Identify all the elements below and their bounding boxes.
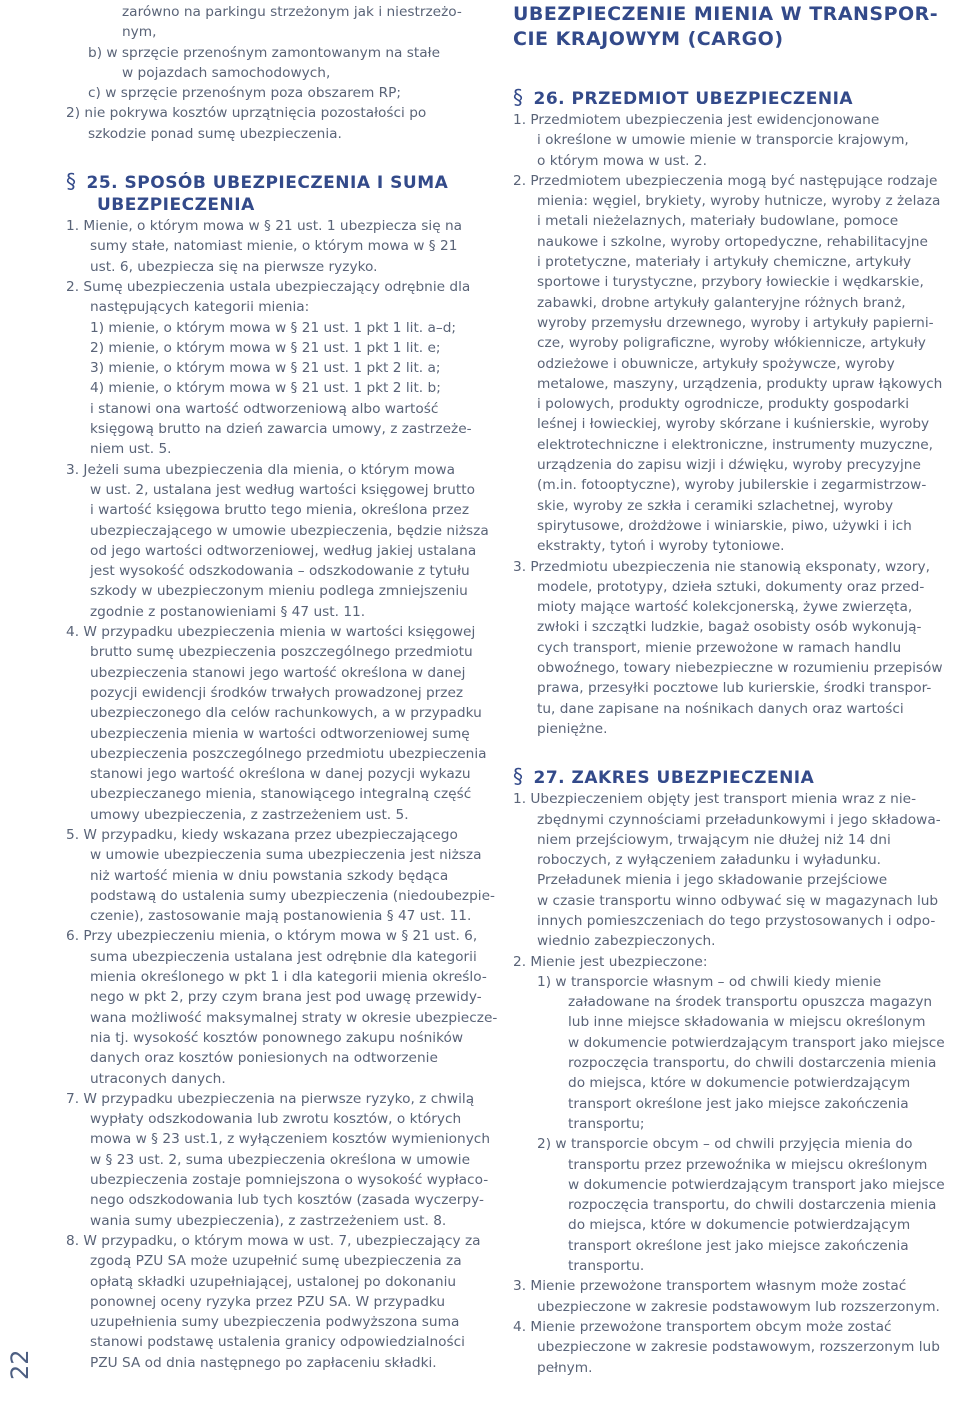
text-line: 1. Przedmiotem ubezpieczenia jest ewidencjonowane xyxy=(513,112,880,128)
text-line: 1) w transporcie własnym – od chwili kiedy mienie xyxy=(537,973,882,990)
text-line: roboczych, z wyłączeniem załadunku i wyładunku. xyxy=(537,852,882,869)
text-line: rozpoczęcia transportu, do chwili dostarczenia mienia xyxy=(568,1055,937,1072)
text-line: elektrotechniczne i elektroniczne, instrumenty muzyczne, xyxy=(537,436,934,453)
text-line: wana możliwość maksymalnej straty w okresie ubezpiecze- xyxy=(90,1009,498,1026)
text-line: rozpoczęcia transportu, do chwili dostarczenia mienia xyxy=(568,1197,937,1214)
text-line: transport określone jest jako miejsce zakończenia xyxy=(568,1237,909,1254)
text-line: mienia określonego w pkt 1 i dla kategorii mienia określo- xyxy=(90,969,487,986)
text-line: w dokumencie potwierdzającym transport jako miejsce xyxy=(568,1034,945,1051)
text-line: wiednio zabezpieczonych. xyxy=(537,933,716,950)
text-line: 2) w transporcie obcym – od chwili przyjęcia mienia do xyxy=(537,1136,913,1153)
text-line: wania sumy ubezpieczenia), z zastrzeżeniem ust. 8. xyxy=(90,1212,447,1229)
text-line: i protetyczne, materiały i artykuły chemiczne, artykuły xyxy=(537,254,912,271)
text-line: utraconych danych. xyxy=(90,1070,226,1087)
text-line: szkody w ubezpieczonym mieniu podlega zmniejszeniu xyxy=(90,583,468,600)
text-line: nym, xyxy=(122,24,157,41)
text-line: sumy stałe, natomiast mienie, o którym mowa w § 21 xyxy=(90,238,458,255)
text-line: prawa, przesyłki pocztowe lub kurierskie, środki transpor- xyxy=(537,680,932,697)
text-line: cych transport, mienie przewożone w ramach handlu xyxy=(537,639,902,656)
text-line: podstawą do ustalenia sumy ubezpieczenia (niedoubezpie- xyxy=(90,887,495,904)
text-line: umowy ubezpieczenia, z zastrzeżeniem ust. 5. xyxy=(90,806,409,823)
text-line: innych pomieszczeniach do tego przystosowanych i odpo- xyxy=(537,912,936,929)
text-line: ubezpieczenia poszczególnego przedmiotu ubezpieczenia xyxy=(90,745,487,762)
text-line: 2. Mienie jest ubezpieczone: xyxy=(513,953,708,970)
text-line: skie, wyroby ze szkła i ceramiki szlachetnej, wyroby xyxy=(537,497,894,514)
text-line: i metali nieżelaznych, materiały budowlane, pomoce xyxy=(537,213,899,230)
text-line: 1. Mienie, o którym mowa w § 21 ust. 1 ubezpiecza się na xyxy=(66,218,463,235)
text-line: b) w sprzęcie przenośnym zamontowanym na stałe xyxy=(88,44,440,61)
section-heading: UBEZPIECZENIA xyxy=(97,195,255,216)
spacer xyxy=(513,739,956,761)
text-line: 2. Przedmiotem ubezpieczenia mogą być następujące rodzaje xyxy=(513,172,938,189)
text-line: 8. W przypadku, o którym mowa w ust. 7, ubezpieczający za xyxy=(66,1232,481,1249)
text-line: (m.in. fotooptyczne), wyroby jubilerskie i zegarmistrzow- xyxy=(537,477,927,494)
text-line: i polowych, produkty ogrodnicze, produkty gospodarki xyxy=(537,396,910,413)
section-sign-icon: § xyxy=(513,764,524,789)
text-line: 2) nie pokrywa kosztów uprzątnięcia pozostałości po xyxy=(66,105,427,122)
text-line: 3) mienie, o którym mowa w § 21 ust. 1 pkt 2 lit. a; xyxy=(90,360,441,377)
text-line: zbędnymi czynnościami przeładunkowymi i jego składowa- xyxy=(537,811,941,828)
text-line: transportu przez przewoźnika w miejscu określonym xyxy=(568,1156,928,1173)
text-line: danych oraz kosztów poniesionych na odtworzenie xyxy=(90,1050,438,1067)
text-line: cze, wyroby poligraficzne, wyroby włókiennicze, artykuły xyxy=(537,335,926,352)
text-line: ubezpieczenia mienia w wartości odtworzeniowej sumę xyxy=(90,725,470,742)
text-line: 4. W przypadku ubezpieczenia mienia w wartości księgowej xyxy=(66,624,476,641)
text-line: w dokumencie potwierdzającym transport jako miejsce xyxy=(568,1176,945,1193)
text-line: ekstrakty, tytoń i wyroby tytoniowe. xyxy=(537,538,785,555)
section-title: UBEZPIECZENIE MIENIA W TRANSPOR- xyxy=(513,3,939,25)
text-line: obwoźnego, towary niebezpieczne w rozumieniu przepisów xyxy=(537,660,943,677)
text-line: i określone w umowie mienie w transporcie krajowym, xyxy=(537,132,909,149)
text-line: mioty mające wartość kolekcjonerską, żywe zwierzęta, xyxy=(537,599,913,616)
text-line: zabawki, drobne artykuły galanteryjne różnych branż, xyxy=(537,294,906,311)
text-line: 7. W przypadku ubezpieczenia na pierwsze ryzyko, z chwilą xyxy=(66,1090,475,1107)
text-line: ubezpieczenia stanowi jego wartość określona w danej xyxy=(90,664,466,681)
text-line: 6. Przy ubezpieczeniu mienia, o którym mowa w § 21 ust. 6, xyxy=(66,928,478,945)
text-line: pozycji ewidencji środków trwałych prowadzonej przez xyxy=(90,684,464,701)
text-line: ponownej oceny ryzyka przez PZU SA. W przypadku xyxy=(90,1293,446,1310)
text-line: lub inne miejsce składowania w miejscu określonym xyxy=(568,1014,926,1031)
text-line: mienia: węgiel, brykiety, wyroby hutnicze, wyroby z żelaza xyxy=(537,193,941,210)
text-line: modele, prototypy, dzieła sztuki, dokumenty oraz przed- xyxy=(537,578,925,595)
text-line: tu, dane zapisane na nośnikach danych oraz wartości xyxy=(537,700,904,717)
text-line: wypłaty odszkodowania lub zwrotu kosztów, o których xyxy=(90,1111,462,1128)
text-line: 3. Jeżeli suma ubezpieczenia dla mienia, o którym mowa xyxy=(66,461,455,478)
text-line: od jego wartości odtworzeniowej, według jakiej ustalana xyxy=(90,542,477,559)
text-line: ubezpieczenia zostaje pomniejszona o wysokość wypłaco- xyxy=(90,1172,489,1189)
text-line: nia tj. wysokość kosztów ponownego zakupu nośników xyxy=(90,1029,464,1046)
text-line: Przeładunek mienia i jego składowanie przejściowe xyxy=(537,872,888,889)
text-line: stanowi podstawę ustalenia granicy odpowiedzialności xyxy=(90,1334,465,1351)
text-line: do miejsca, które w dokumencie potwierdzającym xyxy=(568,1075,911,1092)
spacer xyxy=(513,52,956,82)
text-line: i wartość księgowa brutto tego mienia, określona przez xyxy=(90,502,470,519)
text-line: księgową brutto na dzień zawarcia umowy, z zastrzeże- xyxy=(90,421,472,438)
text-line: ust. 6, ubezpiecza się na pierwsze ryzyko. xyxy=(90,258,378,275)
section-heading xyxy=(66,170,494,194)
text-line: w § 23 ust. 2, suma ubezpieczenia określona w umowie xyxy=(90,1151,471,1168)
text-line: ubezpieczone w zakresie podstawowym, rozszerzonym lub xyxy=(537,1339,940,1356)
text-line: naukowe i szkolne, wyroby ortopedyczne, rehabilitacyjne xyxy=(537,233,928,250)
text-line: transportu. xyxy=(568,1258,645,1275)
page-number: 22 xyxy=(6,1349,34,1380)
text-line: transportu; xyxy=(568,1115,645,1132)
text-line: niem ust. 5. xyxy=(90,441,172,458)
text-line: ubezpieczonego dla celów rachunkowych, a w przypadku xyxy=(90,705,482,722)
text-line: suma ubezpieczenia ustalana jest odrębnie dla kategorii xyxy=(90,948,477,965)
text-line: zgodnie z postanowieniami § 47 ust. 11. xyxy=(90,603,366,620)
text-line: stanowi jego wartość określona w danej pozycji wykazu xyxy=(90,766,471,783)
text-line: PZU SA od dnia następnego po zapłaceniu składki. xyxy=(90,1354,437,1371)
text-line: metalowe, maszyny, urządzenia, produkty upraw łąkowych xyxy=(537,375,943,392)
spacer xyxy=(66,144,494,166)
text-line: w umowie ubezpieczenia suma ubezpieczenia jest niższa xyxy=(90,847,482,864)
section-sign-icon: § xyxy=(66,169,77,194)
section-title: CIE KRAJOWYM (CARGO) xyxy=(513,28,784,50)
text-line: mowa w § 23 ust.1, z wyłączeniem kosztów wymienionych xyxy=(90,1131,490,1148)
text-line: niem przejściowym, trwającym nie dłużej niż 14 dni xyxy=(537,831,891,848)
section-heading-text: 26. PRZEDMIOT UBEZPIECZENIA xyxy=(533,89,854,109)
text-line: urządzenia do zapisu wizji i dźwięku, wyroby precyzyjne xyxy=(537,457,921,474)
text-line: zwłoki i szczątki ludzkie, bagaż osobisty osób wykonują- xyxy=(537,619,922,636)
text-line: wyroby przemysłu drzewnego, wyroby i artykuły papierni- xyxy=(537,314,934,331)
text-line: czenie), zastosowanie mają postanowienia § 47 ust. 11. xyxy=(90,908,472,925)
section-heading-text: 25. SPOSÓB UBEZPIECZENIA I SUMA xyxy=(86,173,449,194)
text-line: ubezpieczone w zakresie podstawowym lub rozszerzonym. xyxy=(537,1298,940,1315)
text-line: 3. Mienie przewożone transportem własnym może zostać xyxy=(513,1278,907,1295)
text-line: następujących kategorii mienia: xyxy=(90,299,310,316)
text-line: 1) mienie, o którym mowa w § 21 ust. 1 pkt 1 lit. a–d; xyxy=(90,319,457,336)
text-line: w pojazdach samochodowych, xyxy=(122,64,331,81)
left-column xyxy=(66,2,498,1373)
section-heading xyxy=(513,86,956,110)
text-line: leśnej i łowieckiej, wyroby skórzane i kuśnierskie, wyroby xyxy=(537,416,930,433)
text-line: sportowe i turystyczne, przybory łowieckie i wędkarskie, xyxy=(537,274,924,291)
section-sign-icon: § xyxy=(513,85,524,109)
text-line: spirytusowe, drożdżowe i winiarskie, piwo, używki i ich xyxy=(537,517,912,534)
text-line: brutto sumę ubezpieczenia poszczególnego przedmiotu xyxy=(90,644,473,661)
text-line: zarówno na parkingu strzeżonym jak i niestrzeżo- xyxy=(122,4,462,20)
section-heading xyxy=(513,765,956,789)
text-line: w ust. 2, ustalana jest według wartości księgowej brutto xyxy=(90,481,475,498)
text-line: szkodzie ponad sumę ubezpieczenia. xyxy=(88,125,342,142)
text-line: i stanowi ona wartość odtworzeniową albo wartość xyxy=(90,400,439,417)
text-line: jest wysokość odszkodowania – odszkodowanie z tytułu xyxy=(90,563,470,580)
text-line: transport określone jest jako miejsce zakończenia xyxy=(568,1095,909,1112)
text-line: w czasie transportu winno odbywać się w magazynach lub xyxy=(537,892,939,909)
text-line: uzupełnienia sumy ubezpieczenia podwyższona suma xyxy=(90,1314,460,1331)
text-line: ubezpieczającego w umowie ubezpieczenia, będzie niższa xyxy=(90,522,489,539)
text-line: o którym mowa w ust. 2. xyxy=(537,152,707,169)
right-column xyxy=(513,2,956,1378)
text-line: nego odszkodowania lub tych kosztów (zasada wyczerpy- xyxy=(90,1192,484,1209)
text-line: ubezpieczanego mienia, stanowiącego integralną część xyxy=(90,786,472,803)
text-line: nego w pkt 2, przy czym brana jest pod uwagę przewidy- xyxy=(90,989,482,1006)
text-line: opłatą składki uzupełniającej, ustalonej po dokonaniu xyxy=(90,1273,457,1290)
text-line: 2) mienie, o którym mowa w § 21 ust. 1 pkt 1 lit. e; xyxy=(90,339,441,356)
text-line: zgodą PZU SA może uzupełnić sumę ubezpieczenia za xyxy=(90,1253,462,1270)
text-line: pełnym. xyxy=(537,1359,593,1376)
text-line: pieniężne. xyxy=(537,720,608,737)
text-line: niż wartość mienia w dniu powstania szkody będąca xyxy=(90,867,449,884)
text-line: c) w sprzęcie przenośnym poza obszarem RP; xyxy=(88,85,402,102)
section-heading-text: 27. ZAKRES UBEZPIECZENIA xyxy=(533,768,815,789)
text-line: 1. Ubezpieczeniem objęty jest transport mienia wraz z nie- xyxy=(513,791,917,808)
text-line: odzieżowe i obuwnicze, artykuły spożywcze, wyroby xyxy=(537,355,895,372)
text-line: 4) mienie, o którym mowa w § 21 ust. 1 pkt 2 lit. b; xyxy=(90,380,441,397)
text-line: do miejsca, które w dokumencie potwierdzającym xyxy=(568,1217,911,1234)
text-line: 5. W przypadku, kiedy wskazana przez ubezpieczającego xyxy=(66,826,458,843)
text-line: 3. Przedmiotu ubezpieczenia nie stanowią eksponaty, wzory, xyxy=(513,558,931,575)
text-line: 2. Sumę ubezpieczenia ustala ubezpieczający odrębnie dla xyxy=(66,278,471,295)
text-line: załadowane na środek transportu opuszcza magazyn xyxy=(568,994,933,1011)
text-line: 4. Mienie przewożone transportem obcym może zostać xyxy=(513,1318,892,1335)
